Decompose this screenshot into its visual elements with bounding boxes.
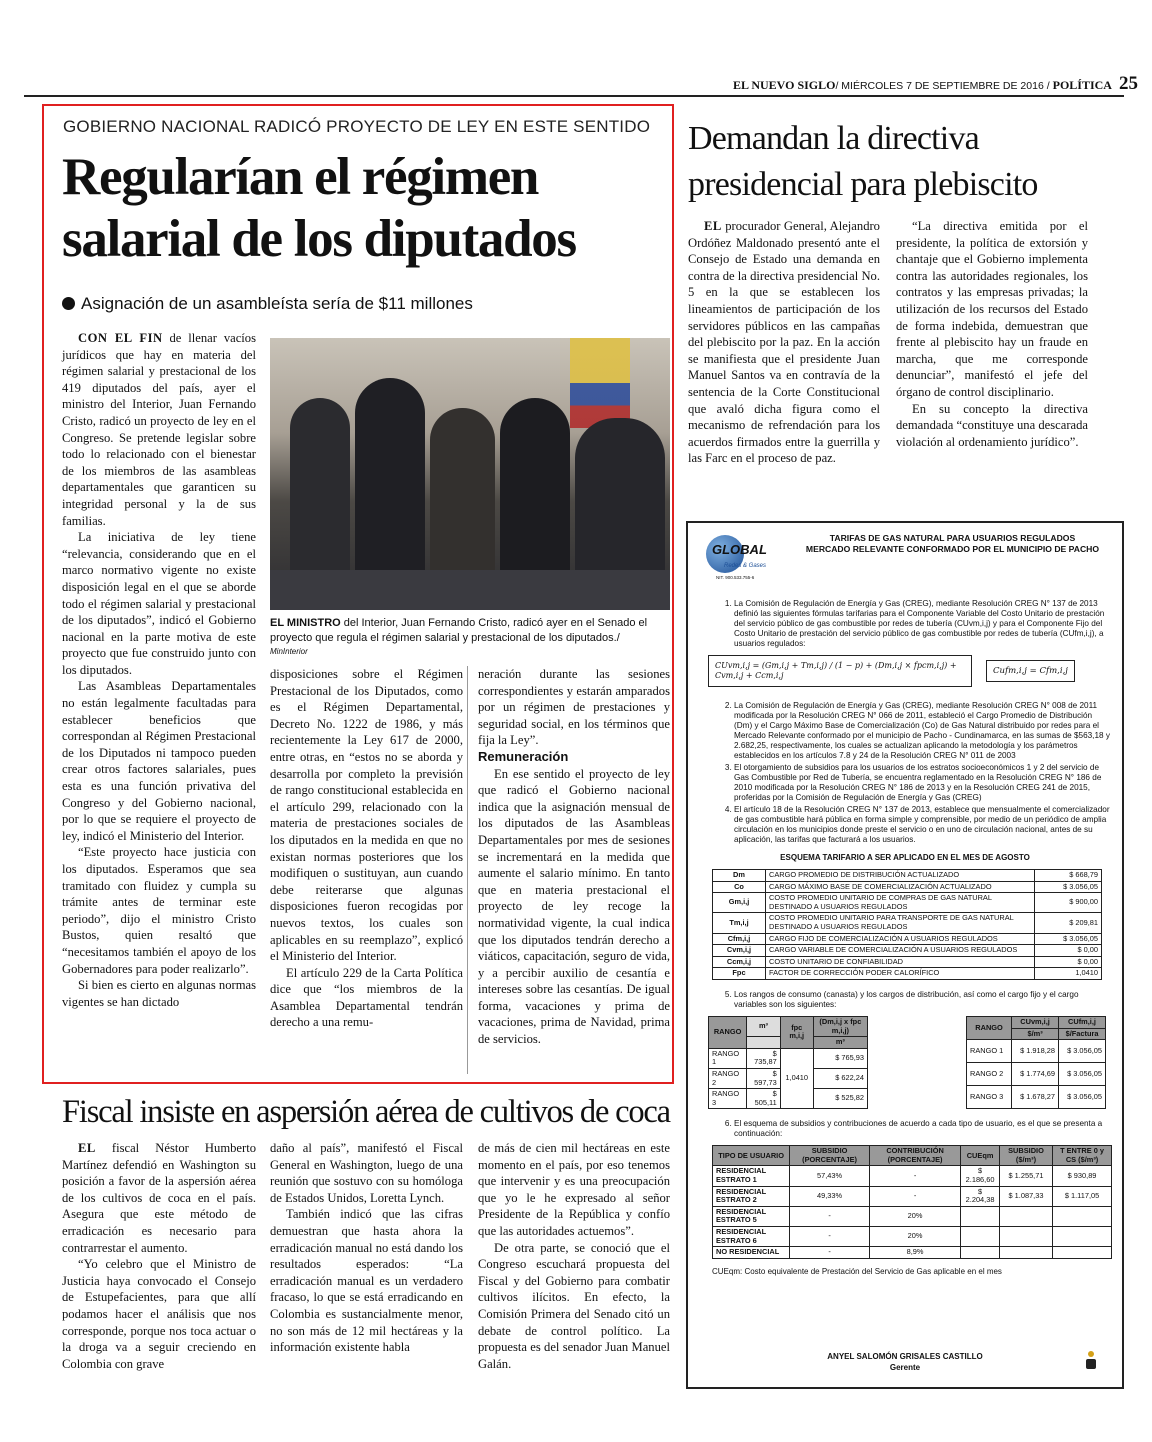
main-col2-p2: El artículo 229 de la Carta Política dice que “los miembros de la Asamblea Departamental tendrán derecho a una remu- [270,965,463,1030]
main-lead-words: CON EL FIN [78,331,163,345]
table-row [713,1186,1112,1206]
subsidio-m3 [999,1227,1052,1247]
notice-list-3 [698,990,1112,1010]
rango-label: RANGO 3 [709,1089,747,1109]
esquema-title: ESQUEMA TARIFARIO A SER APLICADO EN EL MES DE AGOSTO [780,853,1030,862]
desk-graphic [270,570,670,610]
rangos-right-h2: CUvm,i,j [1012,1016,1059,1028]
bottom-col2-p2: También indicó que las cifras demuestran que hasta ahora la erradicación manual no está dando los resultados esperados: “La erradicación manual es un verdadero fracaso, lo que se está erradicando en Colombia es sustancialmente menor, no son más de 12 mil hectáreas y la información existente habla [270,1207,463,1355]
esquema-value: $ 668,79 [1035,870,1102,882]
esquema-desc: COSTO UNITARIO DE CONFIABILIDAD [766,956,1035,968]
subsidios-table [712,1145,1112,1259]
bottom-col2-p1: daño al país”, manifestó el Fiscal General en Washington, luego de una reunión que sostuvo con su homóloga de Estados Unidos, Loretta Lynch. [270,1141,463,1205]
bottom-col-1 [62,1140,256,1372]
notice-item-3: 3. El otorgamiento de subsidios para los usuarios de los estratos socioeconómicos 1 y 2 del servicio de Gas Combustible por Red de Tubería, se encuentra reglamentado en la Resolución CREG N° 186 de 2010 modificada por la Resolución CREG N° 186 de 2013 y en la Resolución CREG 241 de 2015, proferidas por la Comisión de Regulación de Energía y Gas (CREG) [734,763,1112,803]
rango-value: $ 765,93 [813,1048,867,1068]
subsidio-t: $ 1.117,05 [1053,1186,1112,1206]
rangos-left-h2: fpc m,i,j [780,1016,813,1048]
subsidio-pct: 57,43% [790,1166,870,1186]
rango-cuf: $ 3.056,05 [1059,1086,1106,1109]
main-col1-p4: “Este proyecto hace justicia con los diputados. Esperamos que sea tramitado con fluidez y cumpla su trámite antes de terminar este periodo”, dijo el ministro Cristo Bustos, quien resaltó que “necesitamos también el apoyo de los Gobernadores para poder realizarlo”. [62,845,256,976]
rangos-left-h-unit: m³ [747,1016,781,1036]
main-col-1 [62,330,256,1010]
rango-value: $ 622,24 [813,1068,867,1088]
bottom-col1-p2: “Yo celebro que el Ministro de Justicia haya convocado el Consejo de Estupefacientes, para que allí podamos hacer el análisis que nos corresponde, porque nos toca actuar o la droga va a seguir creciendo en Colombia con grave [62,1257,256,1371]
bottom-col-2 [270,1140,463,1356]
subsidio-t [1053,1247,1112,1259]
rangos-right-u1: $/m³ [1012,1028,1059,1040]
masthead-section: POLÍTICA [1052,78,1112,92]
main-col1-p3: Las Asambleas Departamentales no están legalmente facultadas para establecer beneficios que correspondan al Régimen Prestacional de los Diputados ni tampoco pueden crear otros factores salariales, pues esta es una función privativa del Congreso y del Gobierno nacional, por lo que se requiere el proyecto de ley, indicó el Ministerio del Interior. [62,679,256,843]
icon-body [1086,1359,1096,1369]
superservicios-icon [1084,1351,1098,1369]
subsidio-cueqm [961,1206,1000,1226]
caption-text: del Interior, Juan Fernando Cristo, radicó ayer en el Senado el proyecto que regula el régimen salarial y prestacional de los diputados./ [270,617,648,644]
right-col-2 [896,218,1088,450]
rangos-right-table [966,1016,1106,1109]
table-row [967,1063,1106,1086]
subsidio-pct: - [790,1247,870,1259]
table-row [713,881,1102,893]
formula-row [708,655,1112,687]
rango-label: RANGO 2 [967,1063,1012,1086]
global-logo [702,533,782,583]
masthead-page: 25 [1118,73,1138,94]
subsidios-header: CONTRIBUCIÓN (PORCENTAJE) [869,1146,960,1166]
table-row [713,1227,1112,1247]
contribucion-pct: - [869,1186,960,1206]
bottom-col3-p2: De otra parte, se conoció que el Congreso escuchará propuesta del Fiscal y del Gobierno para combatir cultivos ilícitos. En efecto, la Comisión Primera del Senado citó un debate de control político. La propuesta es del senador Juan Manuel Galán. [478,1240,670,1371]
esquema-desc: CARGO MÁXIMO BASE DE COMERCIALIZACIÓN ACTUALIZADO [766,881,1035,893]
notice-list-4 [698,1119,1112,1139]
notice-title [793,533,1112,555]
masthead-paper: EL NUEVO SIGLO [733,78,836,92]
main-col3-p2: En ese sentido el proyecto de ley que radicó el Gobierno nacional indica que la asignación mensual de los diputados de las Asambleas Departamentales por mes de sesiones se incrementará en la medida que aumente el salario mínimo. En tanto que en materia prestacional el proyecto de ley recoge la normatividad vigente, la cual indica que los diputados tendrán derecho a viáticos, capacitación, seguro de vida, y a percibir auxilio de cesantía e intereses sobre las cesantías. De igual forma, vacaciones y prima de vacaciones, prima de Navidad, prima de servicios. [478,766,670,1047]
subsidios-header: SUBSIDIO ($/m³) [999,1146,1052,1166]
main-headline-line1: Regularían el régimen [62,148,539,206]
esquema-code: Cvm,i,j [713,945,766,957]
subsidio-cueqm [961,1227,1000,1247]
rango-label: RANGO 1 [967,1040,1012,1063]
logo-sub: Redes & Gases [724,563,767,569]
rango-value: $ 525,82 [813,1089,867,1109]
esquema-value: $ 3.056,05 [1035,933,1102,945]
masthead-rule [24,95,1124,97]
subsidio-t: $ 930,89 [1053,1166,1112,1186]
subsidio-pct: 49,33% [790,1186,870,1206]
main-headline [62,146,672,270]
subsidios-header: TIPO DE USUARIO [713,1146,790,1166]
rangos-left-spacer [747,1037,781,1049]
esquema-desc: CARGO PROMEDIO DE DISTRIBUCIÓN ACTUALIZADO [766,870,1035,882]
right-lead-words: EL [704,219,722,233]
main-col1-p5: Si bien es cierto en algunas normas vigentes se han dictado [62,978,256,1009]
table-row [713,933,1102,945]
tariff-notice [686,521,1124,1389]
subsidio-pct: - [790,1206,870,1226]
rango-cuf: $ 3.056,05 [1059,1040,1106,1063]
table-row [713,893,1102,913]
logo-main: GLOBAL [712,542,767,557]
esquema-value: $ 3.056,05 [1035,881,1102,893]
main-col1-p1-text: de llenar vacíos jurídicos que hay en materia del régimen salarial y prestacional de los 419 diputados del país, ayer el ministro del Interior, Juan Fernando Cristo, radicó un proyecto de ley en el Congreso. Se pretende legislar sobre todo lo relacionado con el bienestar de los miembros de las asambleas departamentales que garanticen su integridad personal y la de sus familias. [62,331,257,528]
subsidios-header: CUEqm [961,1146,1000,1166]
photo-credit: MinInterior [270,647,308,656]
contribucion-pct: - [869,1166,960,1186]
notice-item-5: 5. Los rangos de consumo (canasta) y los cargos de distribución, así como el cargo fijo y el cargo variables son los siguientes: [734,990,1112,1010]
table-row [713,1166,1112,1186]
rango-cuf: $ 3.056,05 [1059,1063,1106,1086]
right-headline-line2: presidencial para plebiscito [688,166,1038,203]
rango-cuv: $ 1.678,27 [1012,1086,1059,1109]
subsidio-tipo: RESIDENCIAL ESTRATO 5 [713,1206,790,1226]
esquema-code: Co [713,881,766,893]
rango-cuv: $ 1.918,28 [1012,1040,1059,1063]
rango-label: RANGO 2 [709,1068,747,1088]
rango-m3: $ 505,11 [747,1089,781,1109]
table-row [967,1040,1106,1063]
table-row [713,1206,1112,1226]
contribucion-pct: 20% [869,1227,960,1247]
table-row [713,913,1102,933]
table-row [713,1247,1112,1259]
subsidio-tipo: RESIDENCIAL ESTRATO 1 [713,1166,790,1186]
right-col-1 [688,218,880,467]
photo-caption [270,616,670,660]
rangos-right-u2: $/Factura [1059,1028,1106,1040]
subsidios-header: SUBSIDIO (PORCENTAJE) [790,1146,870,1166]
rango-m3: $ 735,87 [747,1048,781,1068]
subsidio-tipo: NO RESIDENCIAL [713,1247,790,1259]
rangos-right-h1: RANGO [967,1016,1012,1039]
notice-item-6: 6. El esquema de subsidios y contribuciones de acuerdo a cada tipo de usuario, es el que se presenta a continuación: [734,1119,1112,1139]
signature-block [688,1351,1122,1373]
subsidio-cueqm [961,1247,1000,1259]
esquema-desc: FACTOR DE CORRECCIÓN PODER CALORÍFICO [766,968,1035,980]
notice-item-4: 4. El artículo 18 de la Resolución CREG N° 137 de 2013, establece que mensualmente el comercializador de gas combustible hará pública en forma simple y comprensible, por medio de un periódico de amplia circulación en los municipios donde preste el servicio o en uno de circulación nacional, antes de su aplicación, las tarifas que facturará a los usuarios. [734,805,1112,845]
esquema-table [712,869,1102,980]
table-row [713,968,1102,980]
subsidio-t [1053,1227,1112,1247]
esquema-value: $ 0,00 [1035,956,1102,968]
esquema-code: Tm,i,j [713,913,766,933]
esquema-code: Dm [713,870,766,882]
subsidio-m3: $ 1.087,33 [999,1186,1052,1206]
main-photo [270,338,670,610]
esquema-code: Fpc [713,968,766,980]
subsidio-m3 [999,1206,1052,1226]
right-col1-text: procurador General, Alejandro Ordóñez Maldonado presentó ante el Consejo de Estado una demanda en contra de la directiva presidencial No. 5 en la que se establecen los lineamientos de participación de los servidores públicos en las campañas del plebiscito por la paz. En la acción se manifiesta que el presidente Juan Manuel Santos va en contravía de la sentencia de la Corte Constitucional que avaló dicha figura como el mecanismo de refrendación para los acuerdos firmados entre la guerrilla y las Farc en el proceso de paz. [688,219,880,466]
subsidio-pct: - [790,1227,870,1247]
main-col3-subhead: Remuneración [478,748,569,764]
rangos-left-h1: RANGO [709,1016,747,1048]
rangos-right-h3: CUfm,i,j [1059,1016,1106,1028]
esquema-value: $ 0,00 [1035,945,1102,957]
subsidio-cueqm: $ 2.204,38 [961,1186,1000,1206]
table-row [713,945,1102,957]
subsidio-tipo: RESIDENCIAL ESTRATO 2 [713,1186,790,1206]
esquema-desc: CARGO VARIABLE DE COMERCIALIZACIÓN A USUARIOS REGULADOS [766,945,1035,957]
main-col1-p2: La iniciativa de ley tiene “relevancia, considerando que en el marco normativo vigente no existe disposición legal en el que se aborde todo el régimen salarial y prestacional de los diputados”, indicó el Gobierno nacional en la parte motiva de este proyecto que fue construido junto con los diputados. [62,530,256,677]
bottom-col1-p1-text: fiscal Néstor Humberto Martínez defendió en Washington su posición a favor de la aspersión aérea de los cultivos de coca en el país. Asegura que este método de erradicación es necesario para contrarrestar el aumento. [62,1141,256,1255]
subsidio-m3 [999,1247,1052,1259]
subsidio-t [1053,1206,1112,1226]
subsidios-header: T ENTRE 0 y CS ($/m³) [1053,1146,1112,1166]
icon-dot [1088,1351,1094,1357]
main-deck [62,294,662,314]
rango-fpc: 1,0410 [780,1048,813,1109]
notice-item-2: 2. La Comisión de Regulación de Energía y Gas (CREG), mediante Resolución CREG N° 008 de 2011 modificada por la Resolución CREG N° 066 de 2011, estableció el Cargo Promedio de Distribución (Dm) y el Cargo Máximo Base de Comercialización (Co) de Gas Natural distribuido por redes para el Mercado Relevante conformado por el municipio de Pacho - Cundinamarca, en las sumas de $563,18 y 2.682,25, respectivamente, los cuales se actualizan aplicando la metodología y los parámetros establecidos en los artículos 7.8 y 24 de la Resolución CREG N° 011 de 2003 [734,701,1112,761]
logo-nit: NIT. 900.533.755-6 [716,575,755,580]
main-col2-p1: disposiciones sobre el Régimen Prestacional de los Diputados, como es el Régimen Departamental, Decreto No. 1222 de 1986, y más recientemente la Ley 617 de 2000, entre otras, en “estos no se aborda y desarrolla por completo la previsión de rango constitucional establecida en el artículo 299, relacionado con la materia de prestaciones sociales de los diputados en la medida en que no existan normas posteriores que los modifiquen o sustituyan, aun cuando debe reiterarse que algunas disposiciones fueron recogidas por nuevos textos, los cuales son aplicables en su reemplazo”, explicó el Ministerio del Interior. [270,667,463,964]
main-col1-p1 [62,330,256,529]
esquema-desc: COSTO PROMEDIO UNITARIO DE COMPRAS DE GAS NATURAL DESTINADO A USUARIOS REGULADOS [766,893,1035,913]
bottom-headline: Fiscal insiste en aspersión aérea de cultivos de coca [62,1094,670,1130]
notice-list [698,599,1112,649]
notice-footnote: CUEqm: Costo equivalente de Prestación del Servicio de Gas aplicable en el mes [712,1266,1002,1276]
notice-item-1: 1. La Comisión de Regulación de Energía y Gas (CREG), mediante Resolución CREG N° 137 de 2013 definió las siguientes fórmulas tarifarias para el Componente Variable del Costo Unitario de prestación del servicio público de gas combustible por redes de tubería (CUvm,i,j) y para el Componente Fijo del Costo Unitario de prestación del servicio público de gas combustible por redes de tubería (CUfm,i,j), a usuarios regulados: [734,599,1112,649]
flag-graphic [570,338,630,428]
masthead [733,73,1138,95]
rangos-row [708,1016,1106,1109]
right-headline-line1: Demandan la directiva [688,120,979,157]
formula-variable: CUvm,i,j = (Gm,i,j + Tm,i,j) / (1 − p) + (Dm,i,j × fpcm,i,j) + Cvm,i,j + Ccm,i,j [708,655,972,687]
contribucion-pct: 20% [869,1206,960,1226]
right-col2-p2: En su concepto la directiva demandada “constituye una descarada violación al ordenamiento jurídico”. [896,401,1088,449]
main-headline-line2: salarial de los diputados [62,210,576,268]
column-rule [467,666,468,1074]
esquema-value: $ 900,00 [1035,893,1102,913]
rangos-left-h3: (Dm,i,j x fpc m,i,j) [813,1016,867,1036]
bottom-col-3 [478,1140,670,1372]
table-row [967,1086,1106,1109]
bottom-col3-p1: de más de cien mil hectáreas en este momento en el país, por eso tenemos que intervenir y es una preocupación que yo le he expresado al señor Presidente de la República y confío que las autoridades actuemos”. [478,1141,670,1238]
right-headline [688,116,1128,208]
caption-lead: EL MINISTRO [270,617,341,629]
esquema-value: 1,0410 [1035,968,1102,980]
contribucion-pct: 8,9% [869,1247,960,1259]
esquema-code: Cfm,i,j [713,933,766,945]
rangos-left-h-unit2: m³ [813,1037,867,1049]
esquema-desc: COSTO PROMEDIO UNITARIO PARA TRANSPORTE DE GAS NATURAL DESTINADO A USUARIOS REGULADOS [766,913,1035,933]
table-row [713,870,1102,882]
signer-title: Gerente [889,1363,921,1372]
subsidio-m3: $ 1.255,71 [999,1166,1052,1186]
subsidio-cueqm: $ 2.186,60 [961,1166,1000,1186]
right-col1-p1 [688,218,880,467]
bottom-col1-p1 [62,1140,256,1256]
main-kicker: GOBIERNO NACIONAL RADICÓ PROYECTO DE LEY EN ESTE SENTIDO [63,117,651,136]
rango-label: RANGO 3 [967,1086,1012,1109]
notice-title-1: TARIFAS DE GAS NATURAL PARA USUARIOS REGULADOS [829,533,1076,543]
rango-label: RANGO 1 [709,1048,747,1068]
main-col-3 [478,666,670,1048]
rango-cuv: $ 1.774,69 [1012,1063,1059,1086]
main-col-2 [270,666,463,1031]
main-deck-text: Asignación de un asambleísta sería de $11 millones [81,294,473,313]
table-row [713,956,1102,968]
right-col2-p1: “La directiva emitida por el presidente, la política de extorsión y chantaje que el Gobierno implementa contra las autoridades regionales, los contratos y las empresas privadas; la utilización de los recursos del Estado de forma indebida, demuestran que frente al plebiscito hay un fraude en marcha, que me corresponde denunciar”, manifestó el jefe del órgano de control disciplinario. [896,219,1088,399]
notice-title-2: MERCADO RELEVANTE CONFORMADO POR EL MUNICIPIO DE PACHO [805,544,1100,554]
rango-m3: $ 597,73 [747,1068,781,1088]
masthead-date: / MIÉRCOLES 7 DE SEPTIEMBRE DE 2016 / [835,80,1050,92]
bullet-icon [62,297,75,310]
rangos-left-table [708,1016,868,1109]
esquema-value: $ 209,81 [1035,913,1102,933]
notice-list-2 [698,701,1112,845]
esquema-code: Gm,i,j [713,893,766,913]
esquema-desc: CARGO FIJO DE COMERCIALIZACIÓN A USUARIOS REGULADOS [766,933,1035,945]
main-col3-p1: neración durante las sesiones correspondientes y estarán amparados por un régimen de prestaciones y seguridad social, en los términos que fija la Ley”. [478,667,670,748]
bottom-lead-words: EL [78,1141,96,1155]
formula-fixed: Cufm,i,j = Cfm,i,j [986,660,1075,682]
subsidio-tipo: RESIDENCIAL ESTRATO 6 [713,1227,790,1247]
esquema-code: Ccm,i,j [713,956,766,968]
signer-name: ANYEL SALOMÓN GRISALES CASTILLO [827,1352,983,1361]
table-row [709,1048,868,1068]
